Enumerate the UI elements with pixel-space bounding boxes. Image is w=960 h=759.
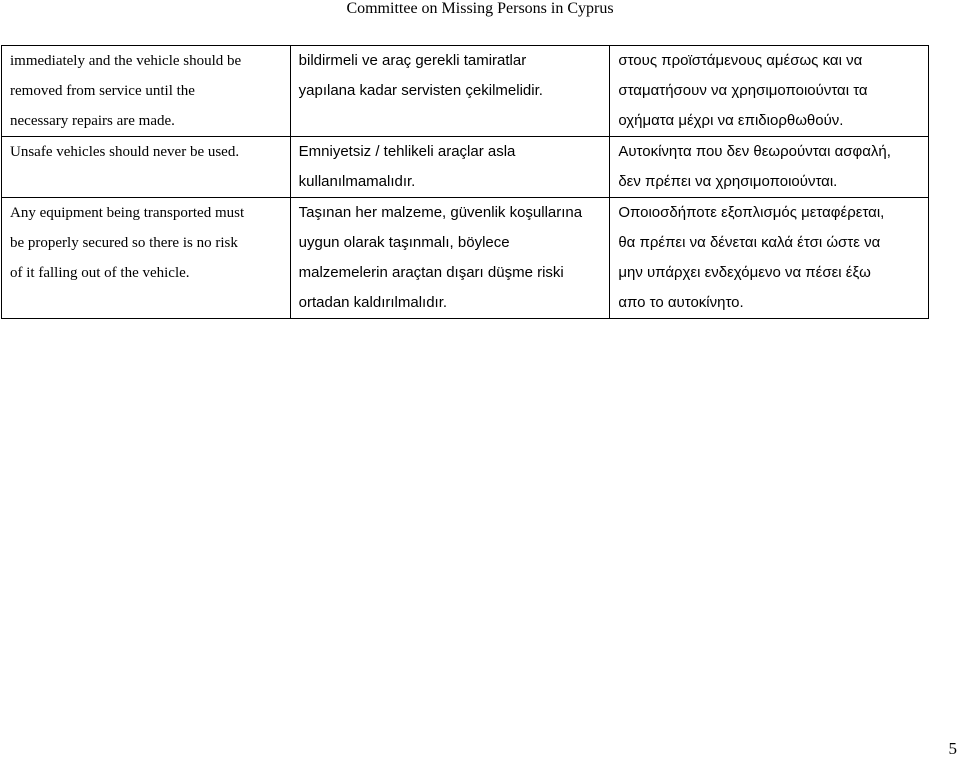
english-line: be properly secured so there is no risk xyxy=(10,235,238,251)
greek-cell xyxy=(610,137,929,198)
turkish-line: Emniyetsiz / tehlikeli araçlar asla xyxy=(298,143,516,160)
greek-line: οχήματα μέχρι να επιδιορθωθούν. xyxy=(618,112,844,129)
english-line: of it falling out of the vehicle. xyxy=(10,265,190,281)
translation-table xyxy=(1,45,929,319)
english-line: immediately and the vehicle should be xyxy=(10,53,242,69)
turkish-line: Taşınan her malzeme, güvenlik koşullarına xyxy=(298,204,583,221)
table-row xyxy=(2,46,929,137)
turkish-line: bildirmeli ve araç gerekli tamiratlar xyxy=(298,52,527,69)
english-line: necessary repairs are made. xyxy=(10,113,175,129)
greek-line: σταματήσουν να χρησιμοποιούνται τα xyxy=(618,82,868,99)
greek-cell xyxy=(610,46,929,137)
english-cell xyxy=(2,46,291,137)
table-row xyxy=(2,198,929,319)
greek-line: δεν πρέπει να χρησιμοποιούνται. xyxy=(618,173,838,190)
turkish-line: uygun olarak taşınmalı, böylece xyxy=(298,234,510,251)
greek-line: στους προϊστάμενους αμέσως και να xyxy=(618,52,863,69)
turkish-line: malzemelerin araçtan dışarı düşme riski xyxy=(298,264,564,281)
document-title: Committee on Missing Persons in Cyprus xyxy=(346,0,614,17)
english-line: Any equipment being transported must xyxy=(10,205,245,221)
turkish-line: kullanılmamalıdır. xyxy=(298,173,416,190)
english-line: Unsafe vehicles should never be used. xyxy=(10,144,240,160)
turkish-cell xyxy=(290,198,610,319)
turkish-line: ortadan kaldırılmalıdır. xyxy=(298,294,448,311)
english-cell xyxy=(2,137,291,198)
greek-cell xyxy=(610,198,929,319)
table-row xyxy=(2,137,929,198)
turkish-line: yapılana kadar servisten çekilmelidir. xyxy=(298,82,543,99)
english-cell xyxy=(2,198,291,319)
turkish-cell xyxy=(290,137,610,198)
page-header xyxy=(0,0,960,18)
turkish-cell xyxy=(290,46,610,137)
greek-line: απο το αυτοκίνητο. xyxy=(618,294,744,311)
english-line: removed from service until the xyxy=(10,83,195,99)
greek-line: Οποιοσδήποτε εξοπλισμός μεταφέρεται, xyxy=(618,204,885,221)
page-number: 5 xyxy=(948,739,957,758)
greek-line: θα πρέπει να δένεται καλά έτσι ώστε να xyxy=(618,234,881,251)
greek-line: μην υπάρχει ενδεχόμενο να πέσει έξω xyxy=(618,264,871,281)
greek-line: Αυτοκίνητα που δεν θεωρούνται ασφαλή, xyxy=(618,143,891,160)
